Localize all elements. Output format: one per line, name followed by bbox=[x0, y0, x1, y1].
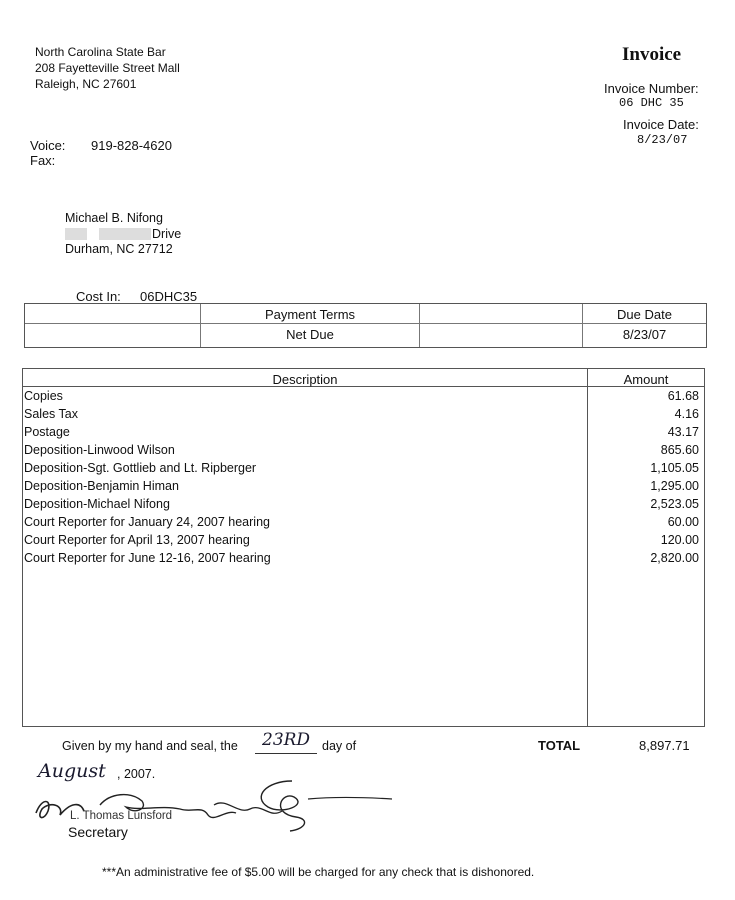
invoice-date: 8/23/07 bbox=[637, 133, 688, 147]
invoice-date-label: Invoice Date: bbox=[623, 117, 699, 132]
seal-given-text: Given by my hand and seal, the bbox=[62, 739, 238, 753]
signer-title: Secretary bbox=[68, 824, 128, 840]
cost-in-label: Cost In: bbox=[76, 289, 121, 304]
due-date-value: 8/23/07 bbox=[622, 327, 667, 342]
footer-note: ***An administrative fee of $5.00 will be charged for any check that is dishonored. bbox=[102, 865, 535, 879]
line-items bbox=[24, 389, 702, 569]
item-amount: 1,105.05 bbox=[650, 461, 699, 475]
seal-day-underline bbox=[255, 753, 317, 754]
item-description: Court Reporter for June 12-16, 2007 hearing bbox=[24, 551, 271, 565]
item-description: Deposition-Benjamin Himan bbox=[24, 479, 179, 493]
table-row bbox=[24, 497, 702, 515]
seal-year: , 2007. bbox=[117, 767, 156, 781]
sender-name: North Carolina State Bar bbox=[35, 45, 166, 59]
total-value: 8,897.71 bbox=[639, 738, 690, 753]
item-description: Court Reporter for January 24, 2007 hearing bbox=[24, 515, 270, 529]
voice-label: Voice: bbox=[30, 138, 66, 153]
terms-col-divider bbox=[419, 304, 420, 347]
table-row bbox=[24, 551, 702, 569]
item-amount: 1,295.00 bbox=[650, 479, 699, 493]
sender-address bbox=[35, 44, 180, 92]
item-amount: 60.00 bbox=[667, 515, 699, 529]
table-row bbox=[24, 389, 702, 407]
bill-to-name: Michael B. Nifong bbox=[65, 211, 163, 225]
item-description: Deposition-Linwood Wilson bbox=[24, 443, 175, 457]
table-row bbox=[24, 515, 702, 533]
item-amount: 61.68 bbox=[667, 389, 699, 403]
seal-month-handwritten: August bbox=[38, 760, 106, 782]
bill-to-city: Durham, NC 27712 bbox=[65, 242, 173, 256]
payment-terms-table bbox=[24, 303, 707, 348]
invoice-number-label: Invoice Number: bbox=[604, 81, 699, 96]
terms-divider bbox=[25, 323, 706, 324]
item-amount: 43.17 bbox=[667, 425, 699, 439]
table-row bbox=[24, 479, 702, 497]
redacted-street-block bbox=[65, 228, 151, 240]
signer-name: L. Thomas Lunsford bbox=[70, 810, 173, 822]
table-row bbox=[24, 425, 702, 443]
table-row bbox=[24, 443, 702, 461]
item-amount: 120.00 bbox=[660, 533, 699, 547]
fax-label: Fax: bbox=[30, 153, 56, 168]
item-amount: 865.60 bbox=[660, 443, 699, 457]
seal-day-of: day of bbox=[322, 739, 357, 753]
invoice-title: Invoice bbox=[622, 44, 682, 65]
bill-to-street-suffix: Drive bbox=[152, 227, 182, 241]
item-description: Sales Tax bbox=[24, 407, 78, 421]
item-description: Copies bbox=[24, 389, 63, 403]
table-row bbox=[24, 407, 702, 425]
item-description: Court Reporter for April 13, 2007 hearing bbox=[24, 533, 250, 547]
total-label: TOTAL bbox=[538, 738, 581, 753]
payment-terms-value: Net Due bbox=[286, 327, 334, 342]
due-date-header: Due Date bbox=[617, 307, 672, 322]
item-description: Deposition-Sgt. Gottlieb and Lt. Ripberger bbox=[24, 461, 257, 475]
item-amount: 2,820.00 bbox=[650, 551, 699, 565]
item-description: Postage bbox=[24, 425, 70, 439]
cost-in-value: 06DHC35 bbox=[140, 289, 198, 304]
item-description: Deposition-Michael Nifong bbox=[24, 497, 170, 511]
amount-header: Amount bbox=[623, 372, 669, 387]
seal-day-handwritten: 23RD bbox=[262, 730, 311, 750]
invoice-number: 06 DHC 35 bbox=[619, 96, 684, 110]
item-amount: 2,523.05 bbox=[650, 497, 699, 511]
table-row bbox=[24, 461, 702, 479]
table-row bbox=[24, 533, 702, 551]
sender-street: 208 Fayetteville Street Mall bbox=[35, 61, 180, 75]
line-items-table bbox=[22, 368, 705, 727]
sender-city: Raleigh, NC 27601 bbox=[35, 77, 137, 91]
voice-number: 919-828-4620 bbox=[91, 138, 172, 153]
payment-terms-header: Payment Terms bbox=[264, 307, 356, 322]
description-header: Description bbox=[272, 372, 338, 387]
item-amount: 4.16 bbox=[674, 407, 699, 421]
